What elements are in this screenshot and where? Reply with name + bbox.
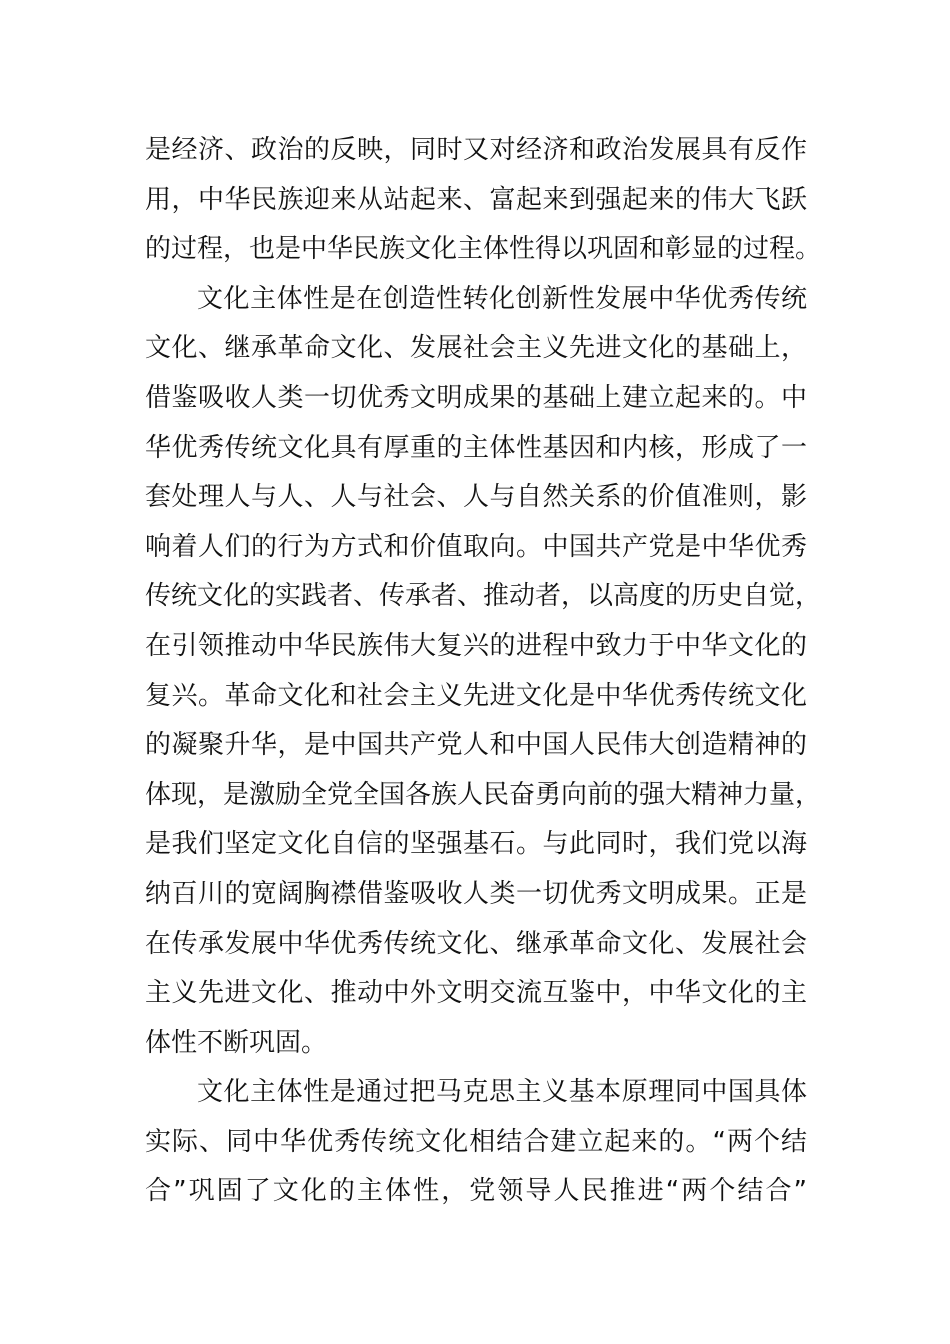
body-text — [145, 126, 822, 1217]
paragraph-first-line: 文化主体性是通过把马克思主义基本原理同中国具体 — [197, 1077, 807, 1108]
text-line: 合”巩固了文化的主体性，党领导人民推进“两个结合” — [145, 1176, 807, 1207]
text-line: 是我们坚定文化自信的坚强基石。与此同时，我们党以海 — [145, 829, 807, 860]
text-line: 体性不断巩固。 — [145, 1027, 328, 1058]
text-line: 是经济、政治的反映，同时又对经济和政治发展具有反作 — [145, 135, 807, 165]
text-line: 在引领推动中华民族伟大复兴的进程中致力于中华文化的 — [145, 630, 807, 661]
text-line: 实际、同中华优秀传统文化相结合建立起来的。“两个结 — [145, 1126, 807, 1157]
text-line: 的凝聚升华，是中国共产党人和中国人民伟大创造精神的 — [145, 730, 807, 761]
text-line: 主义先进文化、推动中外文明交流互鉴中，中华文化的主 — [145, 978, 807, 1009]
text-line: 纳百川的宽阔胸襟借鉴吸收人类一切优秀文明成果。正是 — [145, 878, 807, 909]
text-line: 体现，是激励全党全国各族人民奋勇向前的强大精神力量， — [145, 779, 822, 810]
text-line: 复兴。革命文化和社会主义先进文化是中华优秀传统文化 — [145, 680, 807, 711]
text-line: 套处理人与人、人与社会、人与自然关系的价值准则，影 — [145, 482, 807, 513]
text-line: 用，中华民族迎来从站起来、富起来到强起来的伟大飞跃 — [145, 184, 807, 215]
text-line: 华优秀传统文化具有厚重的主体性基因和内核，形成了一 — [145, 432, 807, 463]
text-line: 借鉴吸收人类一切优秀文明成果的基础上建立起来的。中 — [145, 382, 807, 413]
text-line: 响着人们的行为方式和价值取向。中国共产党是中华优秀 — [145, 531, 807, 562]
text-line: 的过程，也是中华民族文化主体性得以巩固和彰显的过程。 — [145, 234, 822, 265]
text-line: 文化、继承革命文化、发展社会主义先进文化的基础上， — [145, 333, 807, 364]
text-line: 传统文化的实践者、传承者、推动者，以高度的历史自觉， — [145, 581, 822, 612]
paragraph-first-line: 文化主体性是在创造性转化创新性发展中华优秀传统 — [197, 283, 807, 314]
text-line: 在传承发展中华优秀传统文化、继承革命文化、发展社会 — [145, 928, 807, 959]
